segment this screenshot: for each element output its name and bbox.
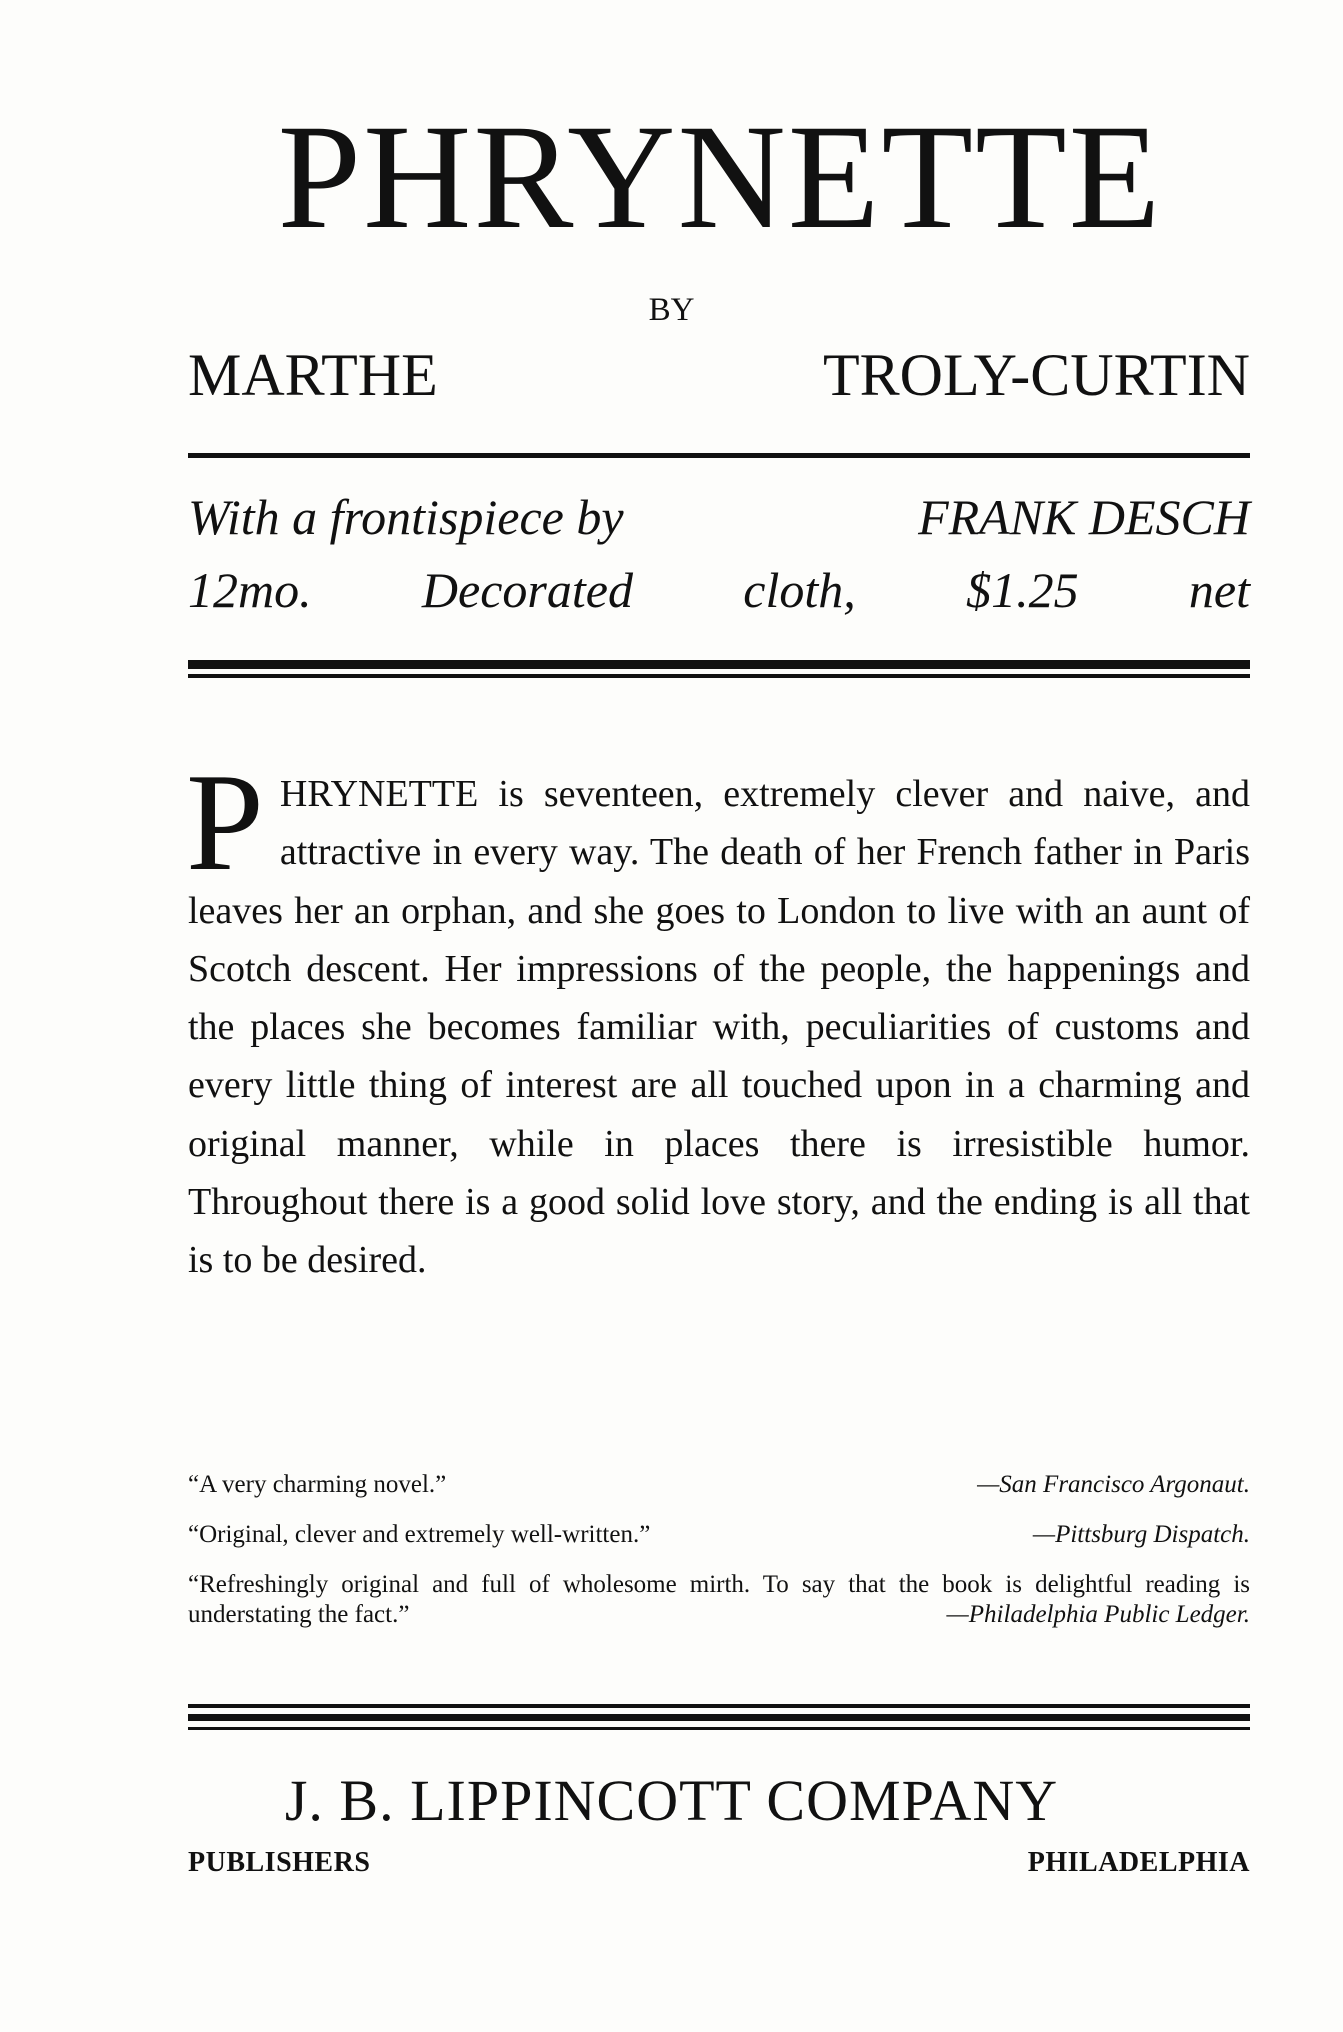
details-rule-1	[188, 660, 1250, 669]
format-price-line	[188, 562, 1250, 618]
binding-material: cloth,	[743, 562, 856, 618]
price-net: net	[1188, 562, 1250, 618]
review-quote: “Original, clever and extremely well-written.”	[188, 1521, 651, 1548]
review-quote: “A very charming novel.”	[188, 1471, 447, 1498]
author-name	[188, 342, 1250, 408]
by-label: BY	[648, 292, 695, 328]
title-rule	[188, 453, 1250, 458]
reviews-list	[188, 1470, 1250, 1630]
review-source: —San Francisco Argonaut.	[977, 1471, 1250, 1498]
publisher-rule-2	[188, 1714, 1250, 1721]
drop-cap: P	[186, 745, 264, 900]
publisher-rules	[188, 1704, 1250, 1730]
review-item	[188, 1570, 1250, 1630]
details-rule-2	[188, 674, 1250, 678]
description-text: HRYNETTE is seventeen, extremely clever and naive, and attractive in every way. The death of her French father in Paris leaves her an orphan, and she goes to London to live with an aunt of Scotch descent. Her impressions of the people, the happenings and the places she becomes familiar with, peculiarities of customs and every little thing of interest are all touched upon in a charming and original manner, while in places there is irresistible humor. Throughout there is a good solid love story, and the ending is all that is to be desired.	[188, 773, 1250, 1282]
format-size: 12mo.	[188, 562, 312, 618]
publisher-rule-3	[188, 1727, 1250, 1730]
publisher-rule-1	[188, 1704, 1250, 1708]
book-description	[186, 745, 1250, 1290]
price: $1.25	[966, 562, 1079, 618]
review-item	[188, 1520, 1250, 1550]
publisher-footer	[188, 1847, 1250, 1879]
book-title: PHRYNETTE	[277, 94, 1163, 260]
review-source: —Philadelphia Public Ledger.	[946, 1601, 1250, 1628]
publisher-name: J. B. LIPPINCOTT COMPANY	[284, 1768, 1059, 1833]
review-item	[188, 1470, 1250, 1500]
illustrator-name: FRANK DESCH	[918, 489, 1250, 545]
frontispiece-line	[188, 489, 1250, 545]
publishers-label: PUBLISHERS	[188, 1847, 371, 1878]
binding-type: Decorated	[421, 562, 633, 618]
author-first-name: MARTHE	[188, 342, 438, 408]
publisher-city: PHILADELPHIA	[1027, 1847, 1250, 1878]
author-last-name: TROLY-CURTIN	[822, 342, 1250, 408]
review-quote: “Refreshingly original and full of wholesome mirth. To say that the book is delightful reading is understating the fact.”	[188, 1571, 1250, 1628]
frontispiece-text: With a frontispiece by	[188, 489, 624, 545]
review-source: —Pittsburg Dispatch.	[1032, 1521, 1250, 1548]
